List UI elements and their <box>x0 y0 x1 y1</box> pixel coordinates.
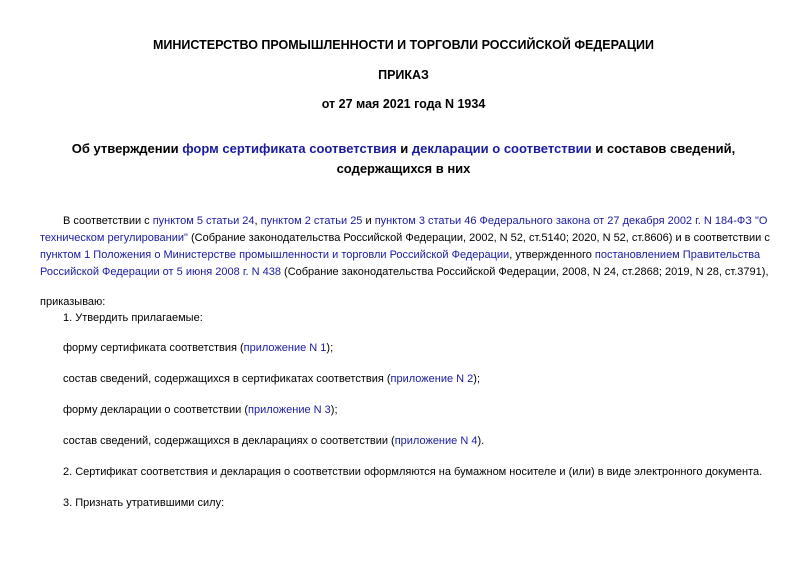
list-item: состав сведений, содержащихся в сертификатах соответствия (приложение N 2); <box>63 373 481 385</box>
link-government-resolution[interactable]: постановлением Правительства <box>594 249 761 261</box>
document-title <box>0 139 807 179</box>
title-link-certificate-forms[interactable]: форм сертификата соответствия <box>182 141 397 156</box>
link-appendix-1[interactable]: приложение N 1 <box>243 342 327 354</box>
title-line-1: Об утверждении форм сертификата соответствия и декларации о соответствии и составов сведений, <box>71 141 736 156</box>
list-item: форму декларации о соответствии (приложение N 3); <box>63 404 338 416</box>
list-item: состав сведений, содержащихся в декларациях о соответствии (приложение N 4). <box>63 435 485 447</box>
item-2: 2. Сертификат соответствия и декларация о соответствии оформляются на бумажном носителе и (или) в виде электронного документа. <box>63 466 763 478</box>
item-3: 3. Признать утратившими силу: <box>63 497 225 509</box>
list-item: форму сертификата соответствия (приложение N 1); <box>63 342 334 354</box>
link-article-24[interactable]: пунктом 5 статьи 24 <box>152 215 255 227</box>
title-link-declaration[interactable]: декларации о соответствии <box>411 141 592 156</box>
link-appendix-4[interactable]: приложение N 4 <box>394 435 478 447</box>
document-type: ПРИКАЗ <box>378 68 429 82</box>
intro-line-1: В соответствии с пунктом 5 статьи 24, пунктом 2 статьи 25 и пунктом 3 статьи 46 Федерального закона от 27 декабря 2002 г. N 184-ФЗ "О <box>63 215 768 227</box>
title-line-2: содержащихся в них <box>336 161 471 176</box>
ministry-heading: МИНИСТЕРСТВО ПРОМЫШЛЕННОСТИ И ТОРГОВЛИ РОССИЙСКОЙ ФЕДЕРАЦИИ <box>153 38 654 52</box>
link-article-46-federal-law[interactable]: пунктом 3 статьи 46 Федерального закона от 27 декабря 2002 г. N 184-ФЗ "О <box>374 215 768 227</box>
link-ministry-regulation[interactable]: пунктом 1 Положения о Министерстве промышленности и торговли Российской Федерации <box>40 249 510 261</box>
orders-text: приказываю: <box>40 296 106 308</box>
link-technical-regulation[interactable]: техническом регулировании" <box>40 232 188 244</box>
link-appendix-2[interactable]: приложение N 2 <box>390 373 474 385</box>
document-date-number: от 27 мая 2021 года N 1934 <box>321 97 486 111</box>
intro-line-2: техническом регулировании" (Собрание законодательства Российской Федерации, 2002, N 52, ст.5140; 2020, N 52, ст.8606) и в соответствии с <box>40 232 770 244</box>
intro-line-3: пунктом 1 Положения о Министерстве промышленности и торговли Российской Федерации, утвержденного постановлением Правительства <box>40 249 761 261</box>
item-1: 1. Утвердить прилагаемые: <box>63 312 203 324</box>
link-article-25[interactable]: пунктом 2 статьи 25 <box>260 215 363 227</box>
intro-line-4: Российской Федерации от 5 июня 2008 г. N 438 (Собрание законодательства Российской Федерации, 2008, N 24, ст.2868; 2019, N 28, ст.3791), <box>40 266 769 278</box>
link-appendix-3[interactable]: приложение N 3 <box>248 404 331 416</box>
link-government-resolution-438[interactable]: Российской Федерации от 5 июня 2008 г. N 438 <box>40 266 281 278</box>
